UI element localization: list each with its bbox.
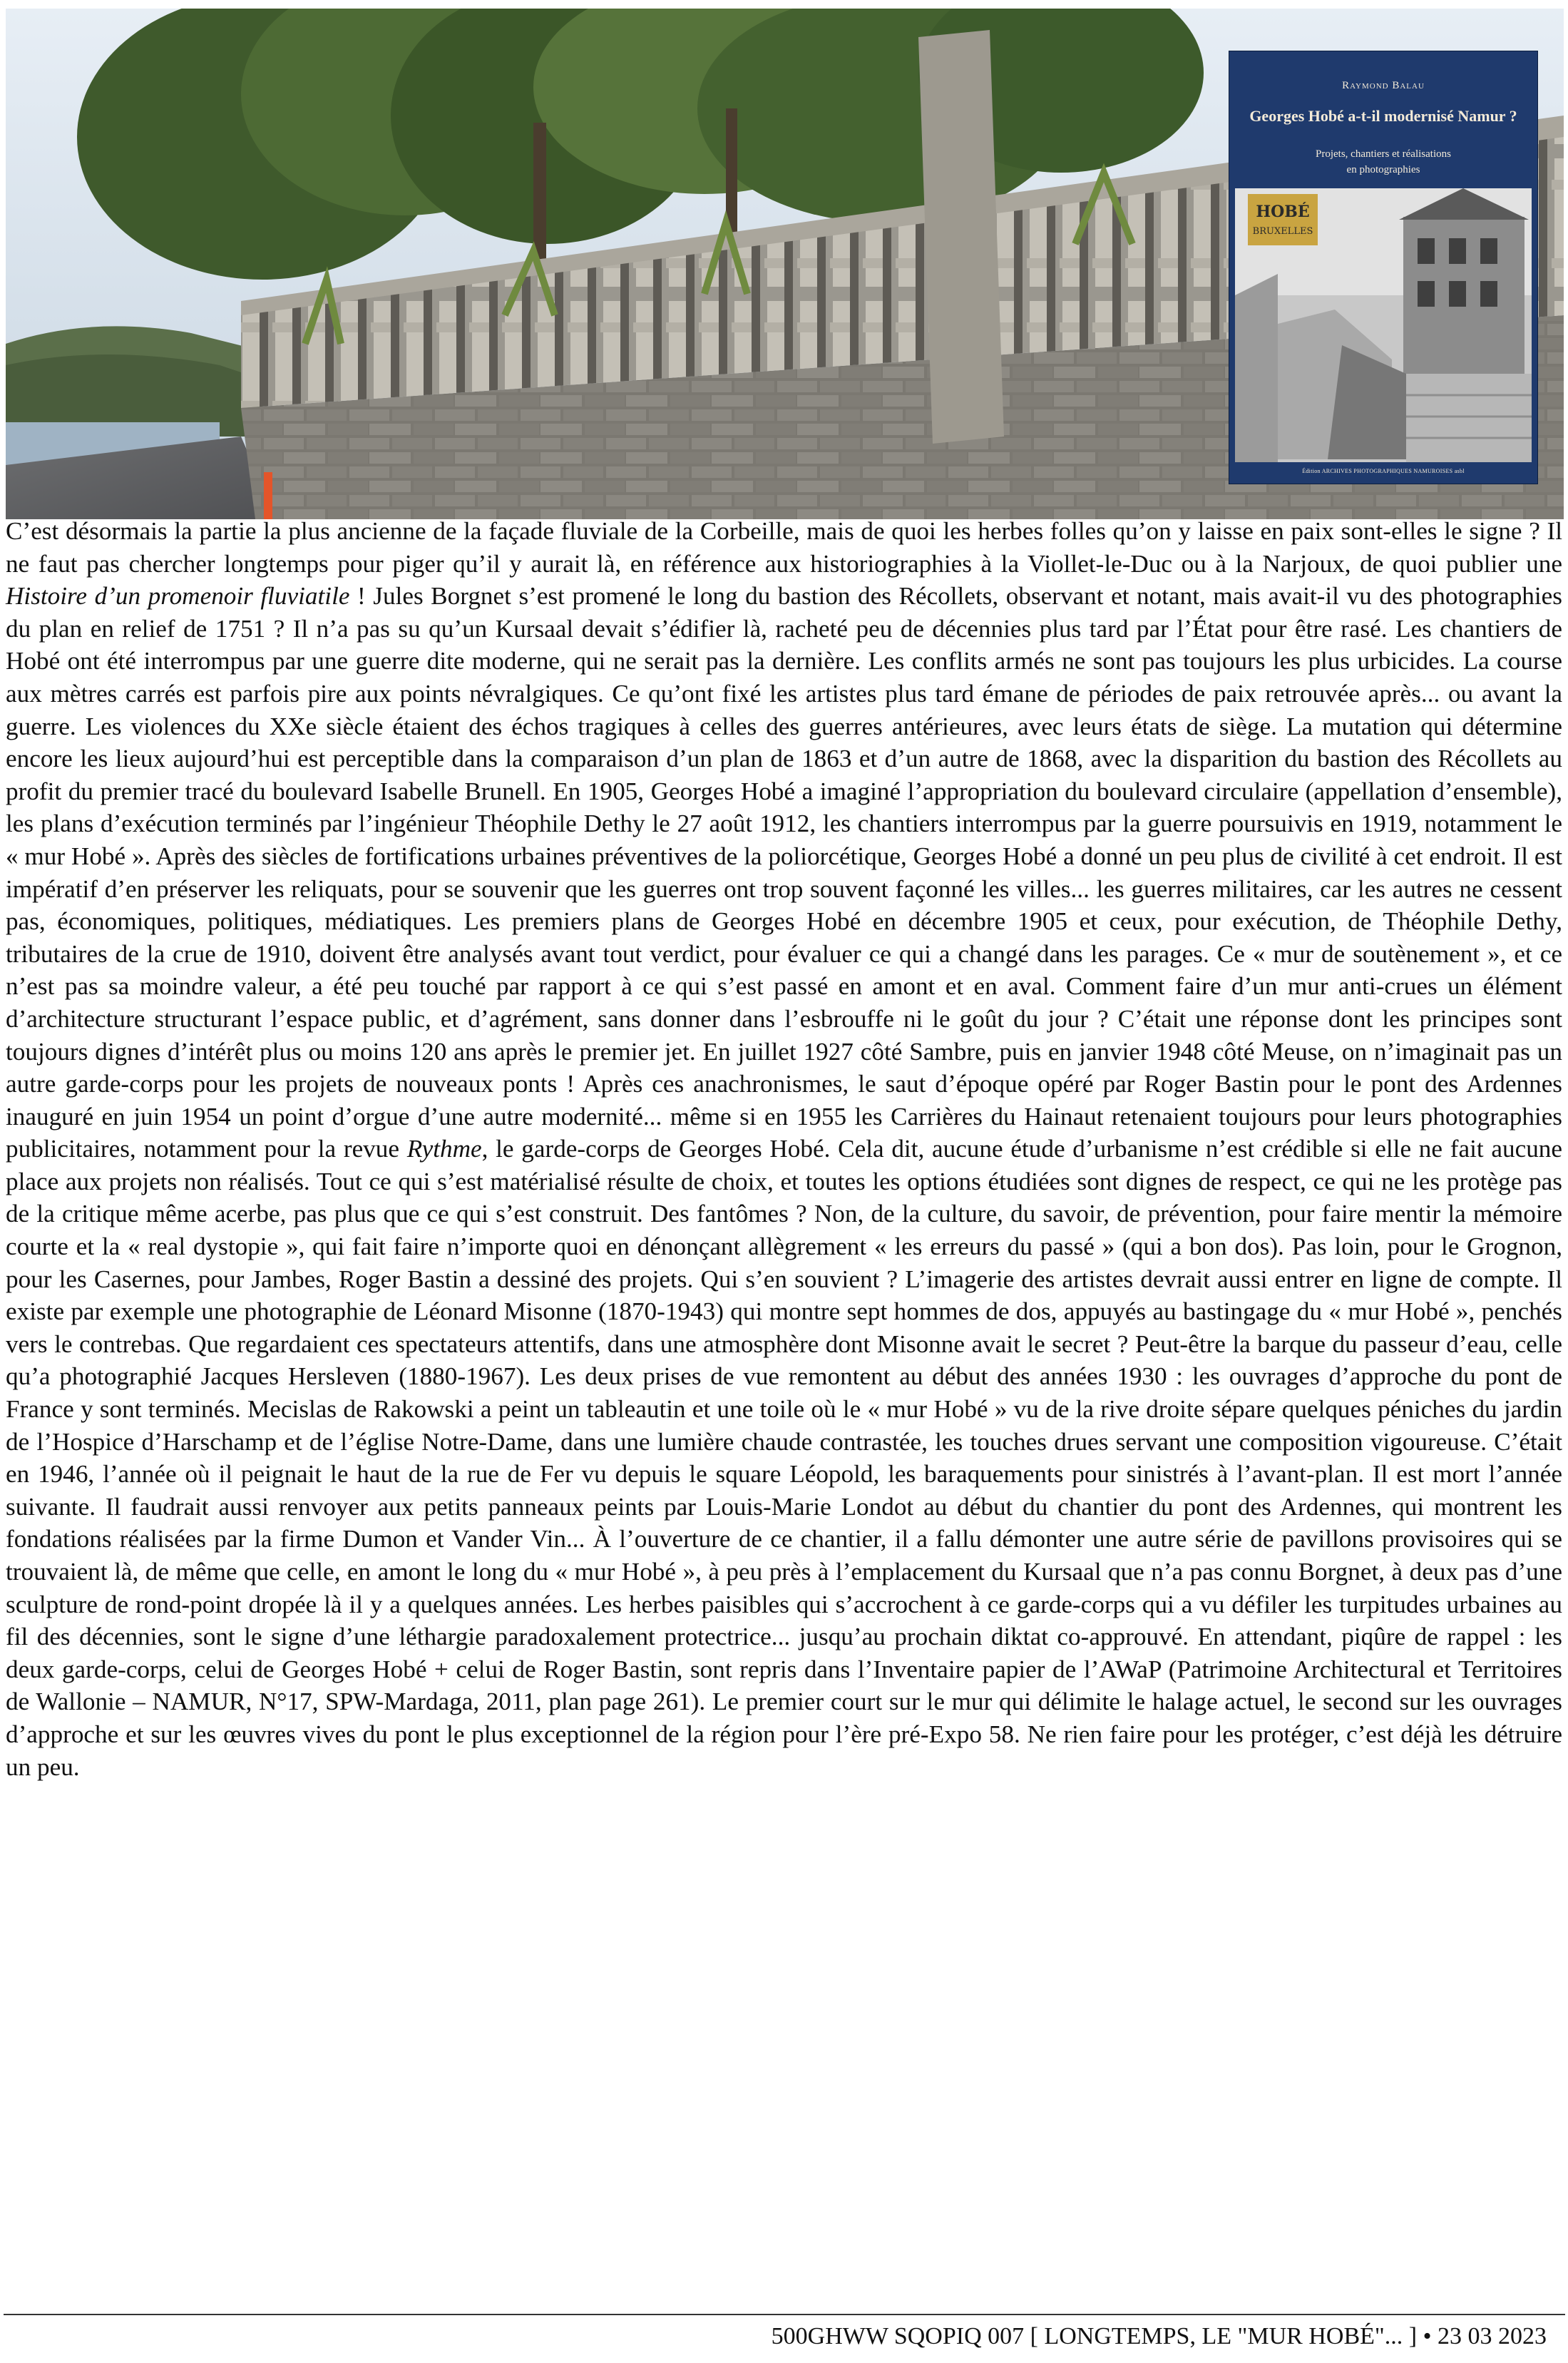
book-publisher: Édition ARCHIVES PHOTOGRAPHIQUES NAMUROISES asbl	[1302, 468, 1465, 474]
article-italic-revue: Rythme	[406, 1135, 482, 1163]
article-body	[6, 515, 1562, 1783]
book-cover-photo	[1235, 188, 1532, 462]
archive-photo	[1235, 188, 1532, 462]
article-italic-title: Histoire d’un promenoir fluviatile	[6, 582, 350, 611]
book-subtitle-line-2: en photographies	[1346, 164, 1420, 175]
book-title: Georges Hobé a-t-il modernisé Namur ?	[1249, 107, 1517, 125]
article-text-part-2: ! Jules Borgnet s’est promené le long du bastion des Récollets, observant et notant, mais avait-il vu des photographies du plan en relief de 1751 ? Il n’a pas su qu’un Kursaal devait s’édifier là, racheté peu de décennies plus tard par l’État pour être rasé. Les chantiers de Hobé ont été interrompus par une guerre dite moderne, qui ne serait pas la dernière. Les conflits armés ne sont pas toujours les plus urbicides. La course aux mètres carrés est parfois pire aux points névralgiques. Ce qu’ont fixé les artistes plus tard émane de périodes de paix retrouvée après... ou avant la guerre. Les violences du XXe siècle étaient des échos tragiques à celles des guerres antérieures, avec leurs états de siège. La mutation qui détermine encore les lieux aujourd’hui est perceptible dans la comparaison d’un plan de 1863 et d’un autre de 1868, avec la disparition du bastion des Récollets au profit du premier tracé du boulevard Isabelle Brunell. En 1905, Georges Hobé a imaginé l’appropriation du boulevard circulaire (appellation d’ensemble), les plans d’exécution terminés par l’ingénieur Théophile Dethy le 27 août 1912, les chantiers interrompus par la guerre poursuivis en 1919, notamment le « mur Hobé ». Après des siècles de fortifications urbaines préventives de la poliorcétique, Georges Hobé a donné un peu plus de civilité à cet endroit. Il est impératif d’en préserver les reliquats, pour se souvenir que les guerres ont trop souvent façonné les villes... les guerres militaires, car les autres ne cessent pas, économiques, politiques, médiatiques. Les premiers plans de Georges Hobé en décembre 1905 et ceux, pour exécution, de Théophile Dethy, tributaires de la crue de 1910, doivent être analysés avant tout verdict, pour évaluer ce qui a changé dans les parages. Ce « mur de soutènement », et ce n’est pas sa moindre valeur, a été peu touché par rapport à ce qui s’est passé en amont et en aval. Comment faire d’un mur anti-crues un élément d’architecture structurant l’espace public, et d’agrément, sans donner dans l’esbrouffe ni le goût du jour ? C’était une réponse dont les principes sont toujours dignes d’intérêt plus ou moins 120 ans après le premier jet. En juillet 1927 côté Sambre, puis en janvier 1948 côté Meuse, on n’imaginait pas un autre garde-corps pour les projets de nouveaux ponts ! Après ces anachronismes, le saut d’époque opéré par Roger Bastin pour le pont des Ardennes inauguré en juin 1954 un point d’orgue d’une autre modernité... même si en 1955 les Carrières du Hainaut retenaient toujours pour leurs photographies publicitaires, notamment pour la revue	[6, 582, 1562, 1163]
footer-reference: 500GHWW SQOPIQ 007 [ LONGTEMPS, LE "MUR HOBÉ"... ] • 23 03 2023	[771, 2323, 1547, 2349]
book-stamp-line-2: BRUXELLES	[1252, 226, 1313, 237]
book-stamp-line-1: HOBÉ	[1256, 203, 1310, 221]
book-author: Raymond Balau	[1342, 80, 1425, 91]
book-cover	[1229, 51, 1537, 484]
article-text-part-3: , le garde-corps de Georges Hobé. Cela dit, aucune étude d’urbanisme n’est crédible si elle ne fait aucune place aux projets non réalisés. Tout ce qui s’est matérialisé résulte de choix, et toutes les options étudiées sont dignes de respect, ce qui ne les protège pas de la critique même acerbe, pas plus que ce qui s’est construit. Des fantômes ? Non, de la culture, du savoir, de prévention, pour faire mentir la mémoire courte et la « real dystopie », qui fait faire n’importe quoi en dénonçant allègrement « les erreurs du passé » (qui a bon dos). Pas loin, pour le Grognon, pour les Casernes, pour Jambes, Roger Bastin a dessiné des projets. Qui s’en souvient ? L’imagerie des artistes devrait aussi entrer en ligne de compte. Il existe par exemple une photographie de Léonard Misonne (1870-1943) qui montre sept hommes de dos, appuyés au bastingage du « mur Hobé », penchés vers le contrebas. Que regardaient ces spectateurs attentifs, dans une atmosphère dont Misonne avait le secret ? Peut-être la barque du passeur d’eau, celle qu’a photographié Jacques Hersleven (1880-1967). Les deux prises de vue remontent au début des années 1930 : les ouvrages d’approche du pont de France y sont terminés. Mecislas de Rakowski a peint un tableautin et une toile où le « mur Hobé » vu de la rive droite sépare quelques péniches du jardin de l’Hospice d’Harschamp et de l’église Notre-Dame, dans une lumière chaude contrastée, les touches drues servant une composition vigoureuse. C’était en 1946, l’année où il peignait le haut de la rue de Fer vu depuis le square Léopold, les baraquements pour sinistrés à l’avant-plan. Il est mort l’année suivante. Il faudrait aussi renvoyer aux petits panneaux peints par Louis-Marie Londot au début du chantier du pont des Ardennes, qui montrent les fondations réalisées par la firme Dumon et Vander Vin... À l’ouverture de ce chantier, il a fallu démonter une autre série de pavillons provisoires qui se trouvaient là, de même que celle, en amont le long du « mur Hobé », à peu près à l’emplacement du Kursaal que n’a pas connu Borgnet, à deux pas d’une sculpture de rond-point dropée là il y a quelques années. Les herbes paisibles qui s’accrochent à ce garde-corps qui a vu défiler les turpitudes urbaines au fil des décennies, sont le signe d’une léthargie paradoxalement protectrice... jusqu’au prochain diktat co-approuvé. En attendant, piqûre de rappel : les deux garde-corps, celui de Georges Hobé + celui de Roger Bastin, sont repris dans l’Inventaire papier de l’AWaP (Patrimoine Architectural et Territoires de Wallonie – NAMUR, N°17, SPW-Mardaga, 2011, plan page 261). Le premier court sur le mur qui délimite le halage actuel, le second sur les ouvrages d’approche et sur les œuvres vives du pont le plus exceptionnel de la région pour l’ère pré-Expo 58. Ne rien faire pour les protéger, c’est déjà les détruire un peu.	[6, 1135, 1562, 1781]
book-subtitle-line-1: Projets, chantiers et réalisations	[1316, 148, 1451, 160]
article-text-part-1: C’est désormais la partie la plus ancienne de la façade fluviale de la Corbeille, mais de quoi les herbes folles qu’on y laisse en paix sont-elles le signe ? Il ne faut pas chercher longtemps pour piger qu’il y aurait là, en référence aux historiographies à la Viollet-le-Duc ou à la Narjoux, de quoi publier une	[6, 517, 1562, 578]
footer-rule	[4, 2314, 1565, 2315]
